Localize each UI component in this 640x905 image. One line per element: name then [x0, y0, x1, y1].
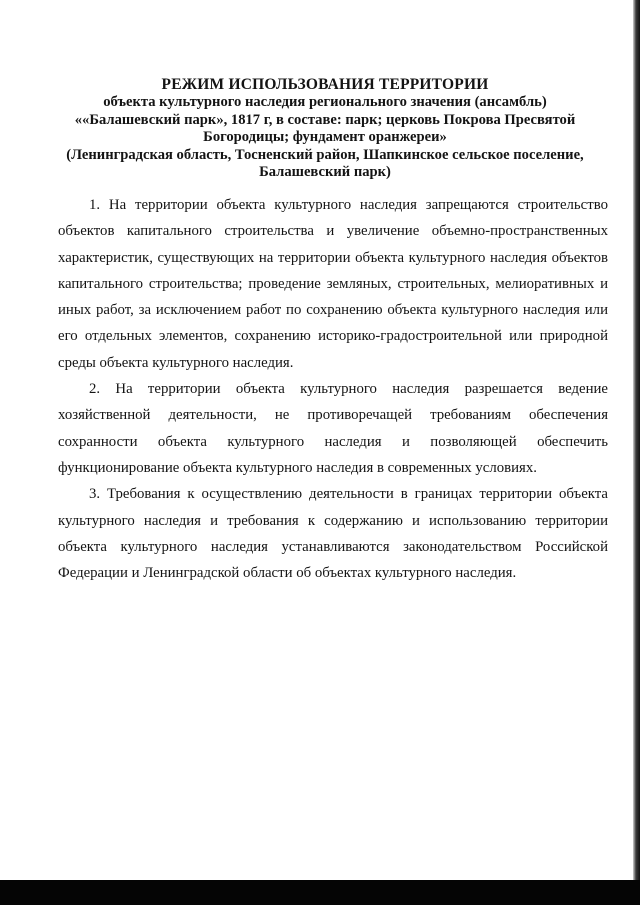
scan-edge-bottom [0, 880, 640, 905]
document-body [58, 192, 608, 586]
document-subtitle-line: объекта культурного наследия регионального значения (ансамбль) [103, 94, 547, 110]
paragraph-2: 2. На территории объекта культурного наследия разрешается ведение хозяйственной деятельности, не противоречащей требованиям обеспечения сохранности объекта культурного наследия и позволяющей обеспечить функционирование объекта культурного наследия в современных условиях. [58, 381, 608, 476]
document-header [40, 75, 610, 182]
paragraph-1: 1. На территории объекта культурного наследия запрещаются строительство объектов капитального строительства и увеличение объемно-пространственных характеристик, существующих на территории объекта культурного наследия объектов капитального строительства; проведение земляных, строительных, мелиоративных и иных работ, за исключением работ по сохранению объекта культурного наследия или его отдельных элементов, сохранению историко-градостроительной или природной среды объекта культурного наследия. [58, 197, 608, 371]
scan-edge-right [633, 0, 640, 880]
document-subtitle-line: Богородицы; фундамент оранжереи» [203, 129, 447, 145]
document-subtitle-line: ««Балашевский парк», 1817 г, в составе: парк; церковь Покрова Пресвятой [74, 111, 576, 128]
paragraph-3: 3. Требования к осуществлению деятельности в границах территории объекта культурного наследия и требования к содержанию и использованию территории объекта культурного наследия устанавливаются законодательством Российской Федерации и Ленинградской области об объектах культурного наследия. [58, 486, 608, 582]
document-subtitle-line: Балашевский парк) [259, 164, 391, 180]
document-subtitle-line: (Ленинградская область, Тосненский район, Шапкинское сельское поселение, [66, 146, 584, 163]
document-title: РЕЖИМ ИСПОЛЬЗОВАНИЯ ТЕРРИТОРИИ [161, 76, 489, 93]
